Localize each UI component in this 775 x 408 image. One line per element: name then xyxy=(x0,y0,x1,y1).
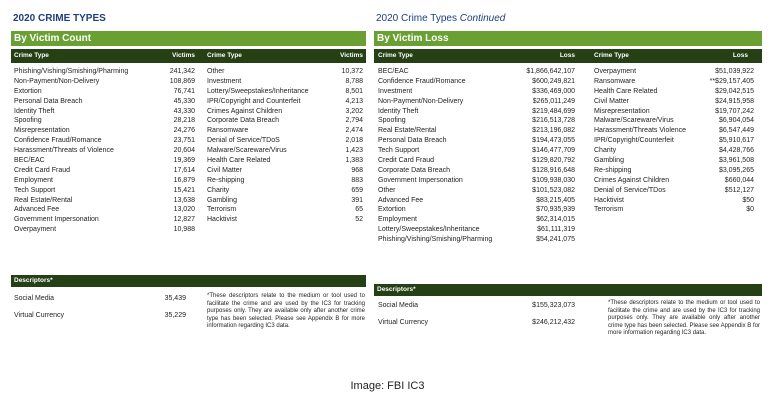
victim-count: 1,423 xyxy=(345,147,363,155)
table-row xyxy=(11,176,366,186)
victim-count: 10,988 xyxy=(173,226,195,234)
crime-type: Phishing/Vishing/Smishing/Pharming xyxy=(378,236,493,244)
table-row xyxy=(11,186,366,196)
loss-amount: $146,477,709 xyxy=(532,147,575,155)
crime-type: Lottery/Sweepstakes/Inheritance xyxy=(378,226,480,234)
crime-type: Credit Card Fraud xyxy=(378,157,435,165)
crime-type: Overpayment xyxy=(594,68,637,75)
crime-type: Investment xyxy=(378,87,413,95)
crime-type: Spoofing xyxy=(378,117,406,125)
victim-count: 108,869 xyxy=(169,77,195,85)
crime-type: Denial of Service/TDos xyxy=(594,186,666,194)
crime-type: Health Care Related xyxy=(207,157,271,165)
loss-amount: $216,513,728 xyxy=(532,117,575,125)
table-row xyxy=(11,67,366,77)
victim-count: 8,501 xyxy=(345,87,363,95)
crime-type: Employment xyxy=(378,216,417,224)
page-title-continued xyxy=(376,13,505,24)
loss-amount: $3,961,508 xyxy=(718,157,754,165)
descriptors-header-right: Descriptors* xyxy=(374,284,762,296)
victim-count: 24,276 xyxy=(173,127,195,135)
crime-type: Harassment/Threats of Violence xyxy=(14,147,114,155)
table-row xyxy=(374,126,762,136)
descriptors-note: *These descriptors relate to the medium or tool used to facilitate the crime and are used by the IC3 for tracking purposes only. They are available only after another crime type has been selected. Please see Appendix B for more information regarding IC3 data. xyxy=(608,300,760,337)
loss-amount: $109,938,030 xyxy=(532,176,575,184)
table-row xyxy=(374,97,762,107)
crime-type: Employment xyxy=(14,176,53,184)
crime-type: Misrepresentation xyxy=(14,127,70,135)
image-credit-caption: Image: FBI IC3 xyxy=(350,380,425,392)
loss-amount: $54,241,075 xyxy=(536,236,575,244)
table-row xyxy=(11,225,366,235)
crime-type: Personal Data Breach xyxy=(14,97,83,105)
loss-amount: $4,428,766 xyxy=(718,147,754,155)
victim-count: 2,474 xyxy=(345,127,363,135)
victim-count: 2,018 xyxy=(345,137,363,145)
header-crime-type-2: Crime Type xyxy=(207,52,242,59)
victim-count: 968 xyxy=(351,166,363,174)
loss-amount: $51,039,922 xyxy=(715,68,754,75)
victim-count-panel xyxy=(11,31,366,235)
table-row xyxy=(11,196,366,206)
header-victims-1: Victims xyxy=(171,52,195,59)
victim-count-header-row xyxy=(11,49,366,63)
crime-type: BEC/EAC xyxy=(378,68,409,75)
victim-loss-header-row xyxy=(374,49,762,63)
loss-amount: $512,127 xyxy=(724,186,754,194)
crime-type: IPR/Copyright/Counterfeit xyxy=(594,137,674,145)
crime-type: Credit Card Fraud xyxy=(14,166,71,174)
table-row xyxy=(374,136,762,146)
crime-type: Crimes Against Children xyxy=(207,107,283,115)
table-row xyxy=(11,87,366,97)
crime-type: Advanced Fee xyxy=(14,206,60,214)
victim-count: 19,369 xyxy=(173,157,195,165)
table-row xyxy=(374,156,762,166)
loss-amount: **$29,157,405 xyxy=(709,77,754,85)
victim-count: 13,638 xyxy=(173,196,195,204)
crime-type: Denial of Service/TDoS xyxy=(207,137,280,145)
victim-count: 659 xyxy=(351,186,363,194)
crime-type: Ransomware xyxy=(594,77,636,85)
header-crime-type-1: Crime Type xyxy=(14,52,49,59)
crime-type: Hacktivist xyxy=(594,196,624,204)
victim-loss-panel xyxy=(374,31,762,245)
crime-type: Other xyxy=(207,68,225,75)
crime-type: Non-Payment/Non-Delivery xyxy=(378,97,464,105)
crime-type: Harassment/Threats Violence xyxy=(594,127,687,135)
table-row xyxy=(374,186,762,196)
loss-amount: $128,916,648 xyxy=(532,166,575,174)
crime-type: Charity xyxy=(207,186,230,194)
table-row xyxy=(11,166,366,176)
crime-type: Re-shipping xyxy=(207,176,245,184)
loss-amount: $101,523,082 xyxy=(532,186,575,194)
loss-amount: $19,707,242 xyxy=(715,107,754,115)
loss-amount: $3,095,265 xyxy=(718,166,754,174)
crime-type: Tech Support xyxy=(378,147,420,155)
victim-count: 20,604 xyxy=(173,147,195,155)
crime-type: Corporate Data Breach xyxy=(378,166,450,174)
title-continued: Continued xyxy=(459,13,506,24)
loss-amount: $29,042,515 xyxy=(715,87,754,95)
loss-amount: $0 xyxy=(746,206,754,214)
table-row xyxy=(11,205,366,215)
table-row xyxy=(374,67,762,77)
table-row xyxy=(11,107,366,117)
victim-count: 241,342 xyxy=(169,68,195,75)
crime-type: Identity Theft xyxy=(378,107,419,115)
crime-type: Lottery/Sweepstakes/Inheritance xyxy=(207,87,309,95)
table-row xyxy=(374,166,762,176)
table-row xyxy=(374,107,762,117)
table-row xyxy=(374,87,762,97)
table-row xyxy=(11,146,366,156)
victim-count-rows xyxy=(11,67,366,235)
victim-count: 16,879 xyxy=(173,176,195,184)
crime-type: Extortion xyxy=(378,206,406,214)
crime-type: Terrorism xyxy=(594,206,624,214)
loss-amount: $24,915,958 xyxy=(715,97,754,105)
crime-type: Overpayment xyxy=(14,226,57,234)
crime-type: Gambling xyxy=(207,196,237,204)
loss-amount: $213,196,082 xyxy=(532,127,575,135)
crime-type: BEC/EAC xyxy=(14,157,45,165)
loss-amount: $61,111,319 xyxy=(537,226,575,234)
crime-type: Crimes Against Children xyxy=(594,176,670,184)
victim-count: 23,751 xyxy=(173,137,195,145)
table-row xyxy=(11,77,366,87)
victim-count: 17,614 xyxy=(173,166,195,174)
crime-type: Other xyxy=(378,186,396,194)
crime-type: Advanced Fee xyxy=(378,196,424,204)
table-row xyxy=(374,235,762,245)
page-title-crime-types: 2020 CRIME TYPES xyxy=(13,13,106,24)
crime-type: Investment xyxy=(207,77,242,85)
crime-type: Health Care Related xyxy=(594,87,658,95)
crime-type: Terrorism xyxy=(207,206,237,214)
crime-type: Non-Payment/Non-Delivery xyxy=(14,77,100,85)
descriptor-value: $246,212,432 xyxy=(532,319,575,326)
loss-amount: $6,904,054 xyxy=(718,117,754,125)
crime-type: Tech Support xyxy=(14,186,56,194)
crime-type: Personal Data Breach xyxy=(378,137,447,145)
victim-count: 2,794 xyxy=(345,117,363,125)
crime-type: Ransomware xyxy=(207,127,249,135)
table-row xyxy=(374,196,762,206)
table-row xyxy=(374,225,762,235)
crime-type: Phishing/Vishing/Smishing/Pharming xyxy=(14,68,129,75)
descriptor-value: $155,323,073 xyxy=(532,302,575,309)
loss-amount: $5,910,617 xyxy=(718,137,754,145)
header-crime-type-2: Crime Type xyxy=(594,52,629,59)
table-row xyxy=(11,116,366,126)
loss-amount: $62,314,015 xyxy=(536,216,575,224)
victim-loss-rows xyxy=(374,67,762,245)
loss-amount: $129,820,792 xyxy=(532,157,575,165)
crime-type: Malware/Scareware/Virus xyxy=(207,147,287,155)
descriptors-note: *These descriptors relate to the medium or tool used to facilitate the crime and are used by the IC3 for tracking purposes only. They are available only after another crime type has been selected. Please see Appendix B for more information regarding IC3 data. xyxy=(207,293,365,330)
table-row xyxy=(11,215,366,225)
crime-type: Confidence Fraud/Romance xyxy=(14,137,102,145)
victim-count: 15,421 xyxy=(173,186,195,194)
victim-count: 10,372 xyxy=(341,68,363,75)
descriptor-label: Social Media xyxy=(378,302,419,309)
table-row xyxy=(11,97,366,107)
crime-type: Identity Theft xyxy=(14,107,55,115)
header-loss-1: Loss xyxy=(559,52,575,59)
victim-count: 391 xyxy=(351,196,363,204)
loss-amount: $600,249,821 xyxy=(532,77,575,85)
table-row xyxy=(11,136,366,146)
victim-count: 43,330 xyxy=(173,107,195,115)
loss-amount: $194,473,055 xyxy=(532,137,575,145)
crime-type: Government Impersonation xyxy=(14,216,99,224)
crime-type: Civil Matter xyxy=(207,166,243,174)
descriptor-value: 35,229 xyxy=(164,312,186,319)
descriptor-value: 35,439 xyxy=(164,295,186,302)
crime-type: Government Impersonation xyxy=(378,176,463,184)
victim-count: 12,827 xyxy=(173,216,195,224)
crime-type: Re-shipping xyxy=(594,166,632,174)
crime-type: Misrepresentation xyxy=(594,107,650,115)
table-row xyxy=(11,156,366,166)
loss-amount: $1,866,642,107 xyxy=(526,68,575,75)
crime-type: IPR/Copyright and Counterfeit xyxy=(207,97,301,105)
victim-count: 4,213 xyxy=(345,97,363,105)
crime-type: Real Estate/Rental xyxy=(14,196,73,204)
table-row xyxy=(374,146,762,156)
crime-type: Hacktivist xyxy=(207,216,237,224)
table-row xyxy=(374,215,762,225)
loss-amount: $219,484,699 xyxy=(532,107,575,115)
crime-type: Spoofing xyxy=(14,117,42,125)
loss-amount: $660,044 xyxy=(724,176,754,184)
victim-count: 3,202 xyxy=(345,107,363,115)
victim-count: 883 xyxy=(351,176,363,184)
crime-type: Charity xyxy=(594,147,617,155)
table-row xyxy=(374,116,762,126)
victim-count: 52 xyxy=(355,216,363,224)
header-crime-type-1: Crime Type xyxy=(378,52,413,59)
victim-count: 28,218 xyxy=(173,117,195,125)
victim-count: 65 xyxy=(355,206,363,214)
descriptor-label: Virtual Currency xyxy=(378,319,429,326)
table-row xyxy=(374,205,762,215)
title-main: 2020 Crime Types xyxy=(376,13,460,24)
header-victims-2: Victims xyxy=(339,52,363,59)
victim-count: 8,788 xyxy=(345,77,363,85)
loss-amount: $336,469,000 xyxy=(532,87,575,95)
loss-amount: $70,935,939 xyxy=(536,206,575,214)
victim-loss-band: By Victim Loss xyxy=(374,31,762,46)
victim-count: 1,383 xyxy=(345,157,363,165)
crime-type: Corporate Data Breach xyxy=(207,117,279,125)
loss-amount: $6,547,449 xyxy=(718,127,754,135)
crime-type: Real Estate/Rental xyxy=(378,127,437,135)
victim-count: 45,330 xyxy=(173,97,195,105)
victim-count-band: By Victim Count xyxy=(11,31,366,46)
table-row xyxy=(374,176,762,186)
table-row xyxy=(11,126,366,136)
victim-count: 13,020 xyxy=(173,206,195,214)
descriptor-label: Social Media xyxy=(14,295,55,302)
victim-count: 76,741 xyxy=(173,87,195,95)
descriptors-header-left: Descriptors* xyxy=(11,275,366,287)
crime-type: Civil Matter xyxy=(594,97,630,105)
loss-amount: $265,011,249 xyxy=(532,97,575,105)
crime-type: Confidence Fraud/Romance xyxy=(378,77,466,85)
crime-type: Extortion xyxy=(14,87,42,95)
table-row xyxy=(374,77,762,87)
crime-type: Gambling xyxy=(594,157,624,165)
crime-type: Malware/Scareware/Virus xyxy=(594,117,674,125)
loss-amount: $83,215,405 xyxy=(536,196,575,204)
descriptor-label: Virtual Currency xyxy=(14,312,65,319)
header-loss-2: Loss xyxy=(732,52,748,59)
loss-amount: $50 xyxy=(742,196,754,204)
